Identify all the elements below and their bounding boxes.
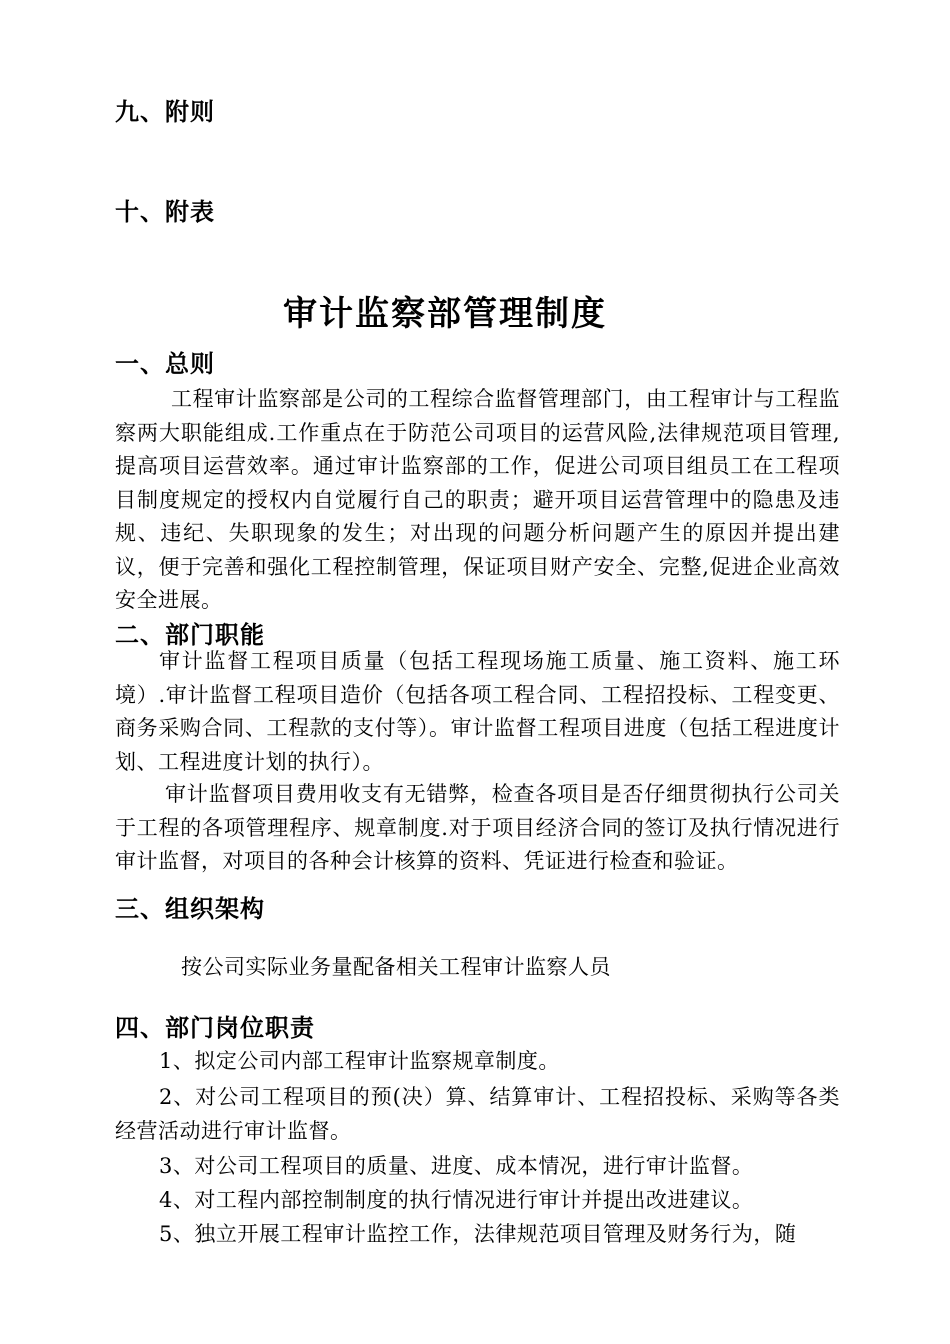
functions-paragraph-1: 审计监督工程项目质量（包括工程现场施工质量、施工资料、施工环境）.审计监督工程项目造价（包括各项工程合同、工程招投标、工程变更、商务采购合同、工程款的支付等）。审计监督工程项目进度（包括工程进度计划、工程进度计划的执行）。: [115, 649, 840, 774]
general-paragraph: 工程审计监察部是公司的工程综合监督管理部门，由工程审计与工程监察两大职能组成.工作重点在于防范公司项目的运营风险,法律规范项目管理,提高项目运营效率。通过审计监察部的工作，促进公司项目组员工在工程项目制度规定的授权内自觉履行自己的职责；避开项目运营管理中的隐患及违规、违纪、失职现象的发生；对出现的问题分析问题产生的原因并提出建议，便于完善和强化工程控制管理，保证项目财产安全、完整,促进企业高效安全进展。: [115, 387, 840, 612]
duty-item-3: 3、对公司工程项目的质量、进度、成本情况，进行审计监督。: [159, 1154, 754, 1178]
section-heading-structure: 三、组织架构: [115, 895, 265, 923]
structure-paragraph: 按公司实际业务量配备相关工程审计监察人员: [181, 955, 611, 979]
functions-paragraph-2: 审计监督项目费用收支有无错弊，检查各项目是否仔细贯彻执行公司关于工程的各项管理程序、规章制度.对于项目经济合同的签订及执行情况进行审计监督，对项目的各种会计核算的资料、凭证进行检查和验证。: [115, 782, 840, 873]
section-heading-duties: 四、部门岗位职责: [115, 1014, 315, 1042]
duty-item-5: 5、独立开展工程审计监控工作，法律规范项目管理及财务行为，随: [159, 1222, 797, 1246]
section-heading-functions: 二、部门职能: [115, 621, 265, 649]
section-heading-nine: 九、附则: [115, 98, 215, 126]
document-title: 审计监察部管理制度: [283, 294, 607, 334]
duty-item-4: 4、对工程内部控制制度的执行情况进行审计并提出改进建议。: [159, 1188, 754, 1212]
duty-item-2: 2、对公司工程项目的预(决）算、结算审计、工程招投标、采购等各类经营活动进行审计监督。: [115, 1085, 840, 1143]
section-heading-ten: 十、附表: [115, 198, 215, 226]
duty-item-1: 1、拟定公司内部工程审计监察规章制度。: [159, 1049, 560, 1073]
section-heading-general: 一、总则: [115, 350, 215, 378]
